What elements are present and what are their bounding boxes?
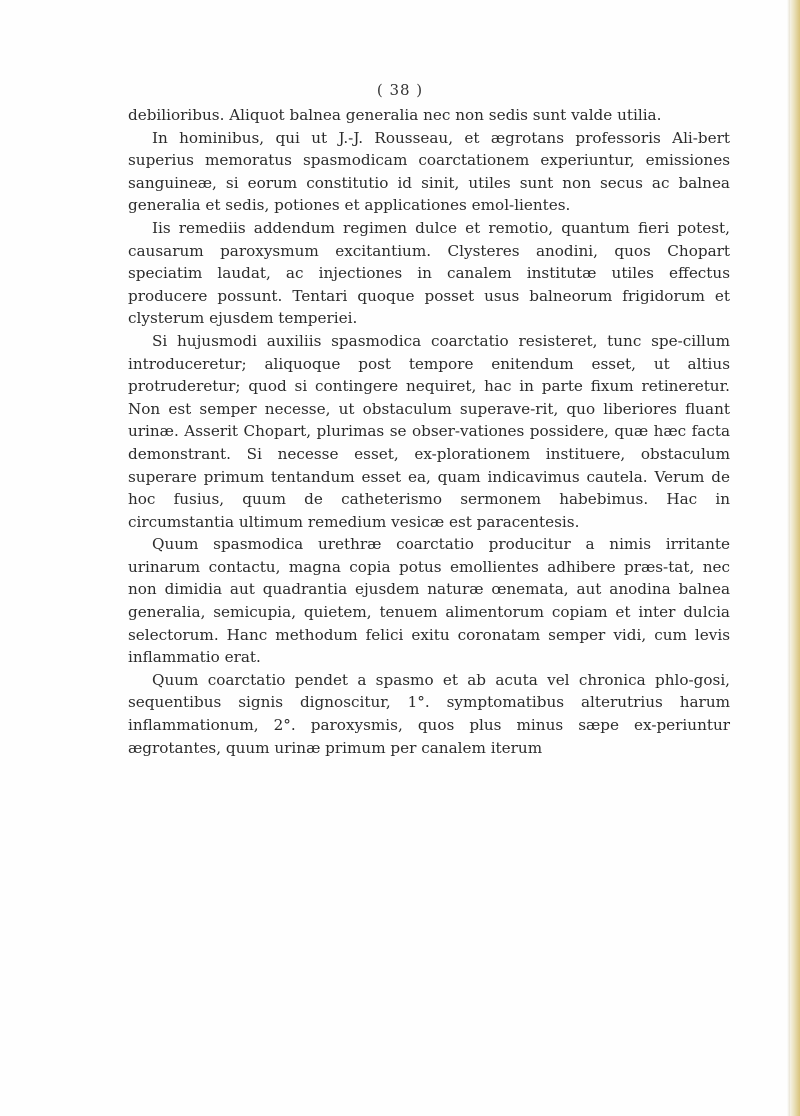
paragraph-5: Quum spasmodica urethræ coarctatio producitur a nimis irritante urinarum contactu, magna copia potus emollientes adhibere præs-tat, nec non dimidia aut quadrantia ejusdem naturæ œnemata, aut anodina balnea generalia, semicupia, quietem, tenuem alimentorum copiam et inter dulcia selectorum. Hanc methodum felici exitu coronatam semper vidi, cum levis inflammatio erat. <box>128 535 730 667</box>
paragraph-6: Quum coarctatio pendet a spasmo et ab acuta vel chronica phlo-gosi, sequentibus signis dignoscitur, 1°. symptomatibus alterutrius harum inflammationum, 2°. paroxysmis, quos plus minus sæpe ex-periuntur ægrotantes, quum urinæ primum per canalem iterum <box>128 670 730 757</box>
page-number: ( 38 ) <box>376 81 424 99</box>
body-text <box>128 104 730 759</box>
paragraph-2: In hominibus, qui ut J.-J. Rousseau, et ægrotans professoris Ali-bert superius memoratus spasmodicam coarctationem experiuntur, emissiones sanguineæ, si eorum constitutio id sinit, utiles sunt non secus ac balnea generalia et sedis, potiones et applicationes emol-lientes. <box>128 128 730 215</box>
paragraph-4: Si hujusmodi auxiliis spasmodica coarctatio resisteret, tunc spe-cillum introduceretur; aliquoque post tempore enitendum esset, ut altius protruderetur; quod si contingere nequiret, hac in parte fixum retineretur. Non est semper necesse, ut obstaculum superave-rit, quo liberiores fluant urinæ. Asserit Chopart, plurimas se obser-vationes possidere, quæ hæc facta demonstrant. Si necesse esset, ex-plorationem instituere, obstaculum superare primum tentandum esset ea, quam indicavimus cautela. Verum de hoc fusius, quum de catheterismo sermonem habebimus. Hac in circumstantia ultimum remedium vesicæ est paracentesis. <box>128 331 730 531</box>
paragraph-3: Iis remediis addendum regimen dulce et remotio, quantum fieri potest, causarum paroxysmum excitantium. Clysteres anodini, quos Chopart speciatim laudat, ac injectiones in canalem institutæ utiles effectus producere possunt. Tentari quoque posset usus balneorum frigidorum et clysterum ejusdem temperiei. <box>128 218 730 328</box>
page-edge <box>790 0 800 1116</box>
paragraph-1: debilioribus. Aliquot balnea generalia nec non sedis sunt valde utilia. <box>128 106 662 124</box>
